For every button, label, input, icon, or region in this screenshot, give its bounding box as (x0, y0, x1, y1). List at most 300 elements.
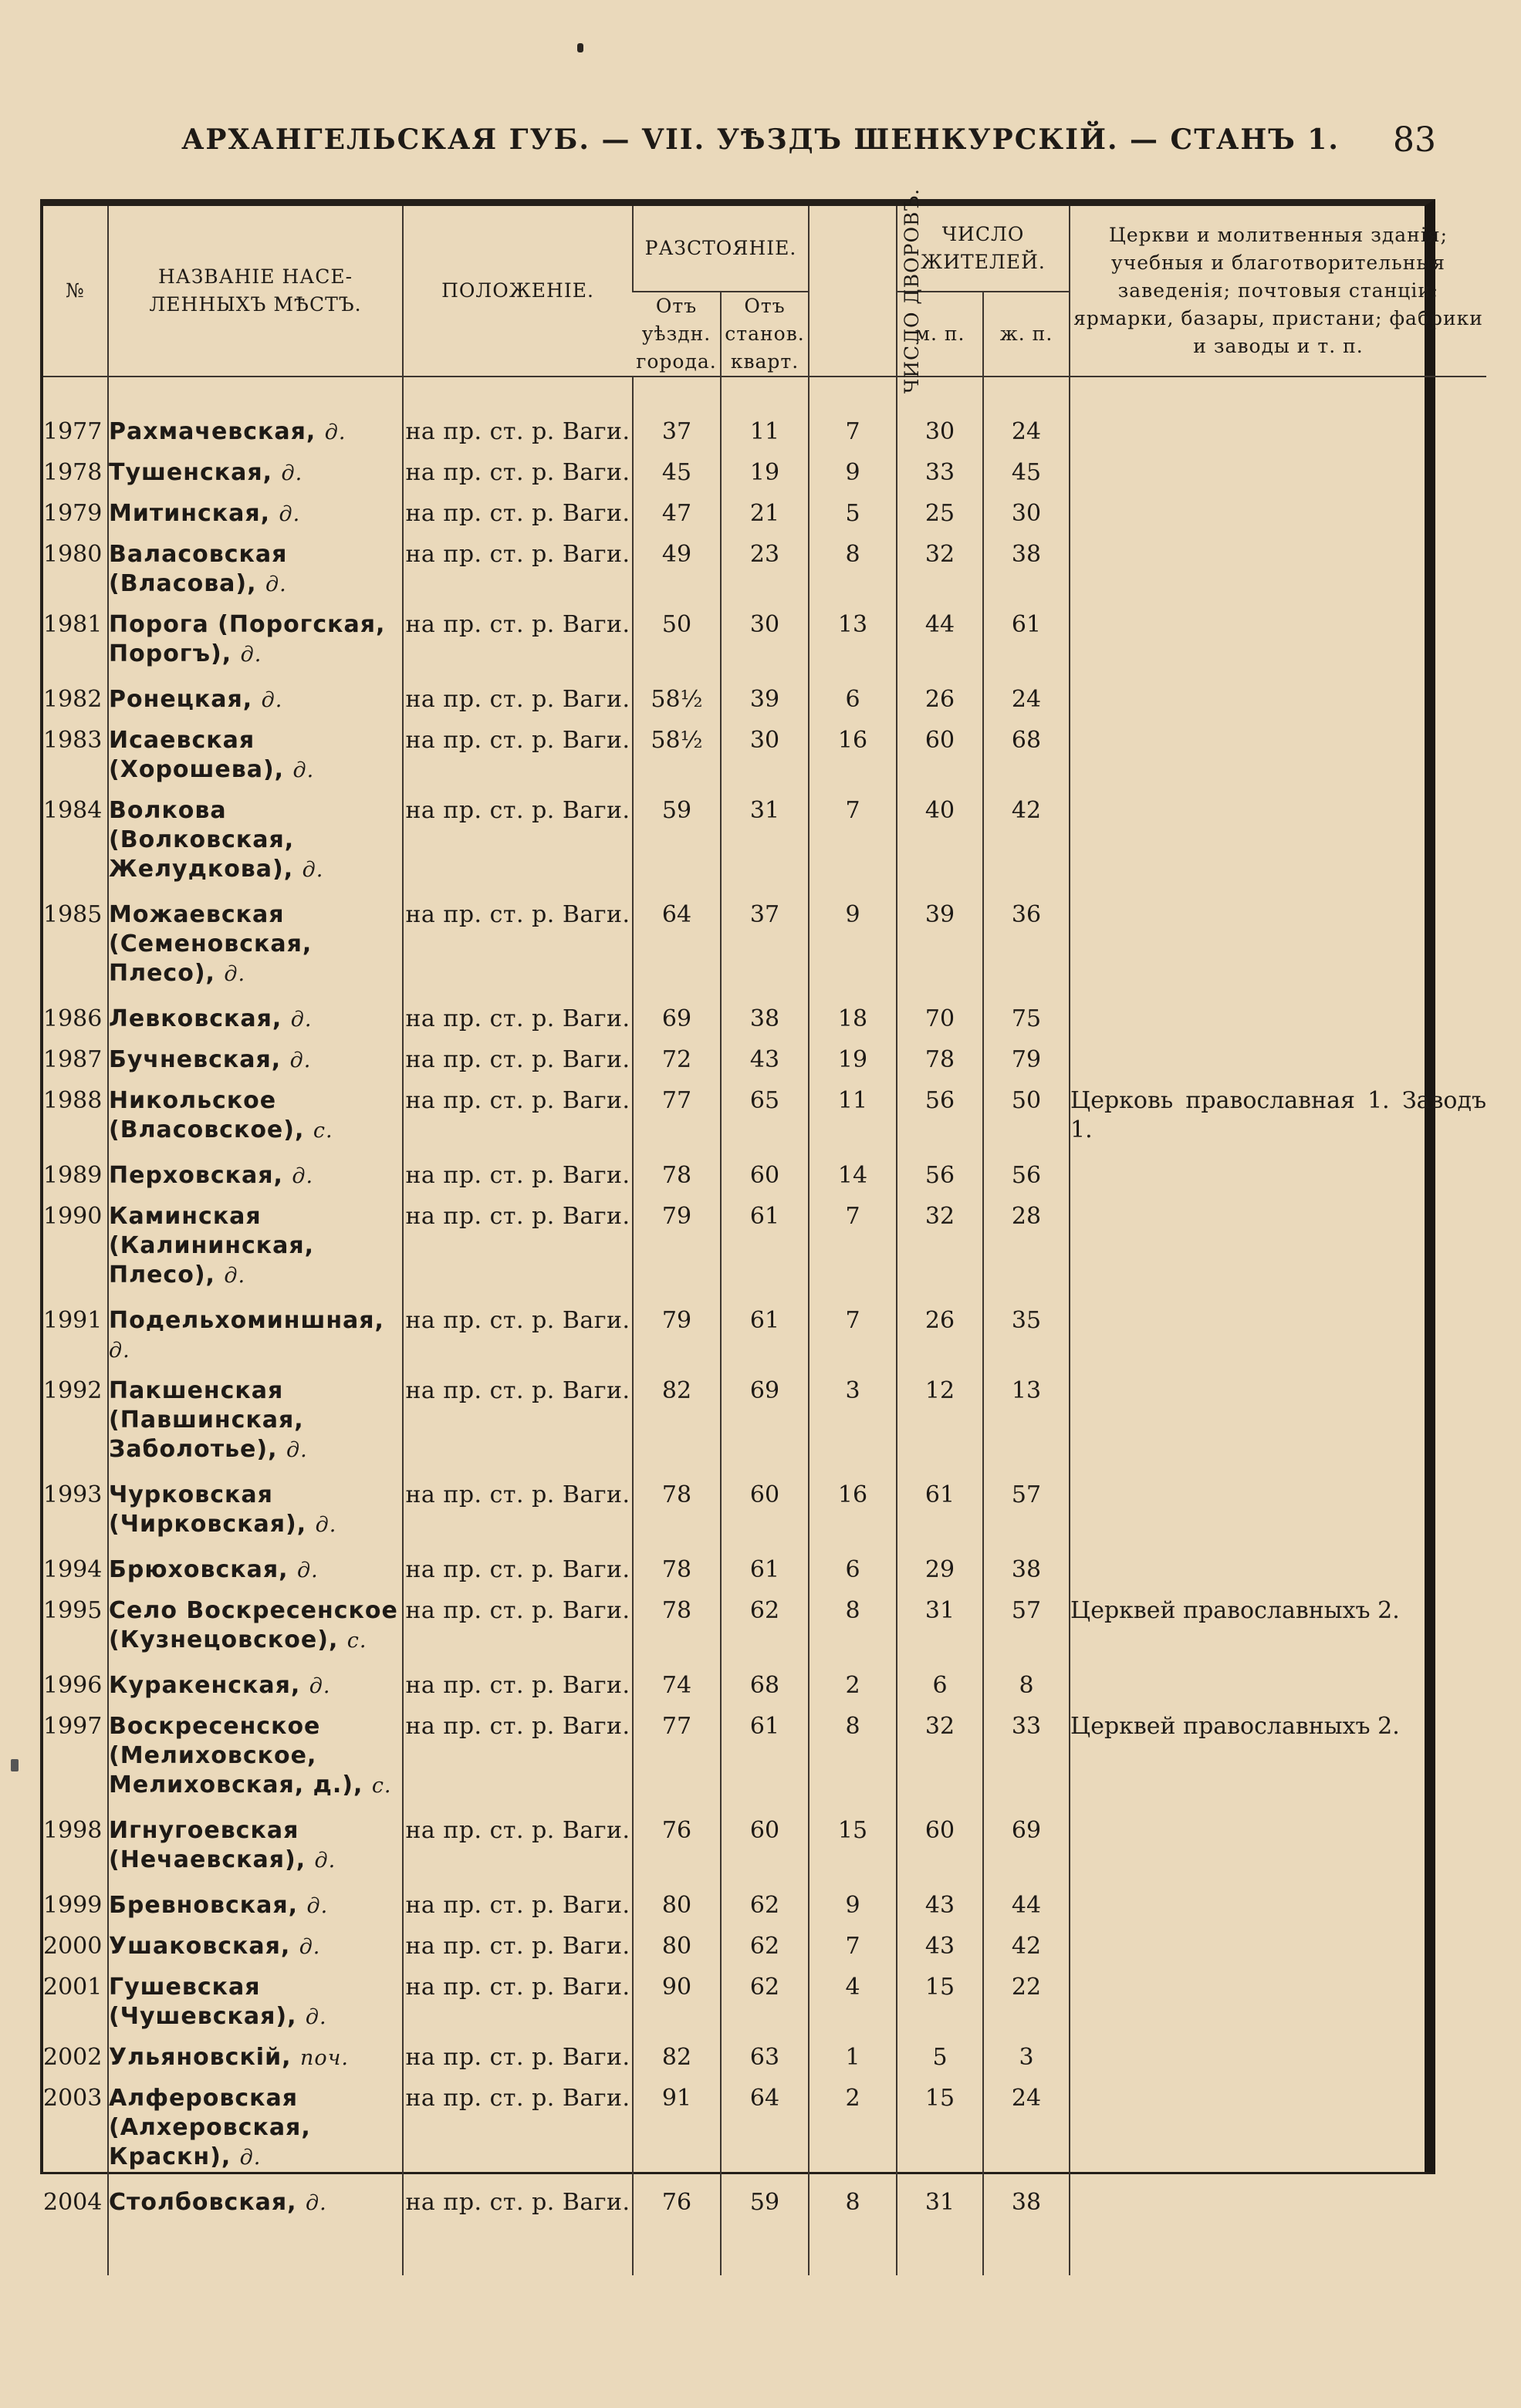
distance-from-station: 62 (721, 1891, 809, 1921)
female-count: 45 (983, 458, 1070, 488)
row-number: 1992 (43, 1377, 103, 1404)
settlement-name-text: Исаевская (Хорошева), (109, 727, 293, 783)
households-count: 8 (809, 1596, 897, 1656)
settlement-name (108, 499, 403, 529)
female-count: 68 (983, 726, 1070, 785)
male-count: 15 (897, 1973, 983, 2032)
distance-from-town: 58½ (633, 685, 721, 715)
table-row (43, 796, 1486, 885)
settlement-name (108, 1816, 403, 1876)
male-count: 78 (897, 1045, 983, 1076)
distance-from-town: 80 (633, 1932, 721, 1962)
settlement-name-text: Куракенская, (109, 1672, 309, 1699)
female-count: 3 (983, 2043, 1070, 2073)
table-row (43, 900, 1486, 989)
distance-from-town: 74 (633, 1671, 721, 1701)
settlement-name (108, 2188, 403, 2218)
female-count: 44 (983, 1891, 1070, 1921)
male-count: 26 (897, 685, 983, 715)
distance-from-station: 69 (721, 1376, 809, 1465)
table-row (43, 540, 1486, 599)
settlement-notes (1070, 2043, 1486, 2073)
settlement-name-text: Рахмачевская, (109, 418, 325, 445)
distance-from-town: 50 (633, 610, 721, 670)
page-header (0, 120, 1521, 170)
households-count: 7 (809, 1932, 897, 1962)
settlement-name (108, 540, 403, 599)
settlement-notes (1070, 900, 1486, 989)
settlement-kind: д. (224, 962, 246, 986)
settlement-kind: д. (224, 1264, 246, 1288)
settlement-name (108, 1712, 403, 1801)
table-row (43, 2084, 1486, 2173)
male-count: 32 (897, 1712, 983, 1801)
female-count: 75 (983, 1005, 1070, 1035)
households-count: 4 (809, 1973, 897, 2032)
settlement-kind: д. (306, 2191, 327, 2215)
table-row (43, 685, 1486, 715)
households-count: 9 (809, 900, 897, 989)
settlement-name-text: Тушенская, (109, 459, 282, 486)
settlement-name-text: Ушаковская, (109, 1933, 299, 1960)
settlement-name (108, 2043, 403, 2073)
col-from-town-header: Отъ уѣздн. города. (633, 292, 721, 377)
settlement-name (108, 685, 403, 715)
settlement-name (108, 1202, 403, 1291)
table-row (43, 1712, 1486, 1801)
female-count: 30 (983, 499, 1070, 529)
distance-from-town: 45 (633, 458, 721, 488)
settlement-position: на пр. ст. р. Ваги. (403, 1086, 633, 1146)
settlement-position: на пр. ст. р. Ваги. (403, 726, 633, 785)
settlement-name (108, 1596, 403, 1656)
male-count: 39 (897, 900, 983, 989)
settlement-notes (1070, 1816, 1486, 1876)
settlement-notes (1070, 1973, 1486, 2032)
settlement-notes (1070, 685, 1486, 715)
table-row (43, 1596, 1486, 1656)
col-notes-header: Церкви и молитвенныя зданія; учебныя и благотворительныя заведенія; почтовыя станціи; ярмарки, базары, пристани; фабрики и заводы и т. п. (1070, 206, 1486, 377)
settlement-name-text: Левковская, (109, 1005, 291, 1032)
female-count: 38 (983, 2188, 1070, 2218)
male-count: 12 (897, 1376, 983, 1465)
col-households-header: ЧИСЛО ДВОРОВЪ. (809, 206, 897, 377)
distance-from-town: 80 (633, 1891, 721, 1921)
female-count: 35 (983, 1306, 1070, 1366)
settlement-name-text: Волкова (Волковская, Желудкова), (109, 797, 303, 883)
female-count: 42 (983, 796, 1070, 885)
settlement-notes (1070, 2084, 1486, 2173)
distance-from-town: 76 (633, 1816, 721, 1876)
households-count: 8 (809, 2188, 897, 2218)
settlement-position: на пр. ст. р. Ваги. (403, 610, 633, 670)
settlement-notes (1070, 1161, 1486, 1191)
settlement-name-text: Перховская, (109, 1162, 292, 1189)
distance-from-town: 47 (633, 499, 721, 529)
settlement-name (108, 2084, 403, 2173)
households-count: 3 (809, 1376, 897, 1465)
settlement-name (108, 1306, 403, 1366)
settlement-name (108, 900, 403, 989)
row-number: 2004 (43, 2189, 103, 2216)
settlement-kind: д. (302, 858, 324, 882)
distance-from-town: 37 (633, 417, 721, 447)
settlement-name-text: Никольское (Власовское), (109, 1087, 313, 1143)
settlement-name-text: Гушевская (Чушевская), (109, 1974, 306, 2030)
settlement-kind: д. (289, 1049, 312, 1072)
settlement-name (108, 1161, 403, 1191)
settlement-name-text: Алферовская (Алхеровская, Краскн), (109, 2085, 311, 2170)
settlement-position: на пр. ст. р. Ваги. (403, 2084, 633, 2173)
male-count: 44 (897, 610, 983, 670)
female-count: 38 (983, 1555, 1070, 1586)
households-count: 18 (809, 1005, 897, 1035)
table-row (43, 1161, 1486, 1191)
male-count: 60 (897, 1816, 983, 1876)
settlement-name (108, 1555, 403, 1586)
settlement-name (108, 1481, 403, 1540)
female-count: 61 (983, 610, 1070, 670)
settlement-name (108, 417, 403, 447)
settlement-name-text: Порога (Порогская, Порогъ), (109, 611, 386, 667)
settlement-name (108, 610, 403, 670)
settlement-name (108, 1086, 403, 1146)
settlements-table (43, 187, 1487, 2275)
row-number: 1977 (43, 418, 103, 445)
settlement-position: на пр. ст. р. Ваги. (403, 499, 633, 529)
settlement-kind: д. (292, 1164, 314, 1188)
settlement-kind: д. (286, 1438, 308, 1462)
row-number: 1999 (43, 1892, 103, 1919)
table-row (43, 1555, 1486, 1586)
row-number: 1996 (43, 1672, 103, 1699)
settlement-name (108, 726, 403, 785)
distance-from-station: 37 (721, 900, 809, 989)
settlement-position: на пр. ст. р. Ваги. (403, 1973, 633, 2032)
distance-from-town: 77 (633, 1086, 721, 1146)
settlement-name (108, 1005, 403, 1035)
households-count: 2 (809, 2084, 897, 2173)
male-count: 6 (897, 1671, 983, 1701)
settlement-name-text: Чурковская (Чирковская), (109, 1481, 316, 1538)
row-number: 1986 (43, 1005, 103, 1032)
households-count: 5 (809, 499, 897, 529)
margin-ink-mark (11, 1759, 19, 1771)
settlement-kind: д. (281, 461, 303, 485)
table-row (43, 1202, 1486, 1291)
settlement-kind: с. (346, 1629, 367, 1653)
households-count: 6 (809, 1555, 897, 1586)
table-row (43, 1045, 1486, 1076)
households-count: 14 (809, 1161, 897, 1191)
settlement-position: на пр. ст. р. Ваги. (403, 1712, 633, 1801)
distance-from-town: 59 (633, 796, 721, 885)
settlement-kind: поч. (299, 2046, 349, 2070)
female-count: 36 (983, 900, 1070, 989)
settlement-position: на пр. ст. р. Ваги. (403, 1376, 633, 1465)
settlement-notes (1070, 1045, 1486, 1076)
female-count: 50 (983, 1086, 1070, 1146)
settlement-name (108, 1973, 403, 2032)
settlement-position: на пр. ст. р. Ваги. (403, 1202, 633, 1291)
female-count: 57 (983, 1596, 1070, 1656)
settlement-position: на пр. ст. р. Ваги. (403, 900, 633, 989)
female-count: 69 (983, 1816, 1070, 1876)
distance-from-station: 62 (721, 1596, 809, 1656)
row-number: 1985 (43, 901, 103, 928)
row-number: 1979 (43, 500, 103, 527)
settlement-position: на пр. ст. р. Ваги. (403, 1306, 633, 1366)
distance-from-station: 61 (721, 1712, 809, 1801)
households-count: 1 (809, 2043, 897, 2073)
distance-from-station: 23 (721, 540, 809, 599)
households-count: 13 (809, 610, 897, 670)
table-row (43, 2043, 1486, 2073)
settlement-kind: д. (314, 1849, 336, 1873)
distance-from-town: 58½ (633, 726, 721, 785)
households-count: 7 (809, 1202, 897, 1291)
settlement-notes: Церковь православная 1. Заводъ 1. (1070, 1086, 1486, 1146)
row-number: 1997 (43, 1713, 103, 1740)
settlement-position: на пр. ст. р. Ваги. (403, 796, 633, 885)
settlement-position: на пр. ст. р. Ваги. (403, 685, 633, 715)
settlement-name-text: Воскресенское (Мелиховское, Мелиховская, д.), (109, 1713, 372, 1798)
settlement-position: на пр. ст. р. Ваги. (403, 1481, 633, 1540)
settlement-notes: Церквей православныхъ 2. (1070, 1712, 1486, 1801)
settlement-kind: д. (261, 688, 283, 712)
row-number: 1994 (43, 1556, 103, 1583)
row-number: 2002 (43, 2044, 103, 2071)
settlement-name-text: Можаевская (Семеновская, Плесо), (109, 901, 313, 987)
distance-from-station: 65 (721, 1086, 809, 1146)
row-number: 1978 (43, 459, 103, 486)
male-count: 30 (897, 417, 983, 447)
settlement-position: на пр. ст. р. Ваги. (403, 1161, 633, 1191)
distance-from-town: 49 (633, 540, 721, 599)
settlement-name-text: Пакшенская (Павшинская, Заболотье), (109, 1377, 304, 1463)
male-count: 32 (897, 540, 983, 599)
row-number: 2000 (43, 1933, 103, 1960)
settlement-position: на пр. ст. р. Ваги. (403, 1932, 633, 1962)
distance-from-town: 78 (633, 1161, 721, 1191)
settlement-notes (1070, 1481, 1486, 1540)
female-count: 24 (983, 417, 1070, 447)
settlement-kind: д. (306, 1894, 329, 1918)
distance-from-station: 59 (721, 2188, 809, 2218)
table-row (43, 417, 1486, 447)
distance-from-town: 78 (633, 1481, 721, 1540)
distance-from-station: 61 (721, 1555, 809, 1586)
male-count: 26 (897, 1306, 983, 1366)
settlement-notes (1070, 2188, 1486, 2218)
households-count: 8 (809, 1712, 897, 1801)
col-position-header: ПОЛОЖЕНІЕ. (403, 206, 633, 377)
households-count: 6 (809, 685, 897, 715)
settlement-kind: с. (313, 1119, 333, 1143)
col-number-header: № (43, 206, 108, 377)
table-row (43, 1481, 1486, 1540)
distance-from-station: 60 (721, 1816, 809, 1876)
female-count: 13 (983, 1376, 1070, 1465)
settlement-name (108, 1932, 403, 1962)
households-count: 16 (809, 726, 897, 785)
distance-from-town: 78 (633, 1596, 721, 1656)
distance-from-station: 19 (721, 458, 809, 488)
settlement-kind: д. (265, 572, 287, 596)
households-count: 19 (809, 1045, 897, 1076)
male-count: 43 (897, 1891, 983, 1921)
settlement-position: на пр. ст. р. Ваги. (403, 2043, 633, 2073)
distance-from-station: 60 (721, 1161, 809, 1191)
settlement-kind: с. (371, 1774, 392, 1798)
households-count: 8 (809, 540, 897, 599)
row-number: 1987 (43, 1046, 103, 1073)
table-row (43, 1306, 1486, 1366)
settlement-position: на пр. ст. р. Ваги. (403, 540, 633, 599)
female-count: 22 (983, 1973, 1070, 2032)
distance-from-station: 64 (721, 2084, 809, 2173)
settlement-name (108, 1045, 403, 1076)
settlement-position: на пр. ст. р. Ваги. (403, 1816, 633, 1876)
col-from-station-header: Отъ станов. кварт. (721, 292, 809, 377)
settlement-kind: д. (299, 1935, 321, 1959)
settlement-notes (1070, 1005, 1486, 1035)
settlement-name-text: Валасовская (Власова), (109, 541, 288, 597)
table-row (43, 1005, 1486, 1035)
settlement-notes (1070, 1555, 1486, 1586)
households-count: 16 (809, 1481, 897, 1540)
households-count: 9 (809, 458, 897, 488)
settlement-kind: д. (315, 1513, 337, 1537)
table-row (43, 1973, 1486, 2032)
distance-from-station: 62 (721, 1932, 809, 1962)
row-number: 2003 (43, 2085, 103, 2112)
distance-from-station: 63 (721, 2043, 809, 2073)
distance-from-town: 64 (633, 900, 721, 989)
row-number: 1989 (43, 1162, 103, 1189)
row-number: 1995 (43, 1597, 103, 1624)
settlement-notes (1070, 1202, 1486, 1291)
distance-from-town: 79 (633, 1202, 721, 1291)
male-count: 40 (897, 796, 983, 885)
settlement-name-text: Брюховская, (109, 1556, 297, 1583)
row-number: 1988 (43, 1087, 103, 1114)
table-row (43, 1376, 1486, 1465)
settlement-name-text: Игнугоевская (Нечаевская), (109, 1817, 315, 1873)
row-number: 1990 (43, 1203, 103, 1230)
distance-from-station: 31 (721, 796, 809, 885)
col-male-header: м. п. (897, 292, 983, 377)
settlement-notes (1070, 1306, 1486, 1366)
distance-from-town: 91 (633, 2084, 721, 2173)
male-count: 33 (897, 458, 983, 488)
distance-from-town: 69 (633, 1005, 721, 1035)
distance-from-station: 43 (721, 1045, 809, 1076)
distance-from-town: 82 (633, 1376, 721, 1465)
table-row (43, 1816, 1486, 1876)
settlement-position: на пр. ст. р. Ваги. (403, 1596, 633, 1656)
male-count: 29 (897, 1555, 983, 1586)
female-count: 33 (983, 1712, 1070, 1801)
settlement-kind: д. (279, 502, 301, 526)
col-female-header: ж. п. (983, 292, 1070, 377)
distance-from-station: 39 (721, 685, 809, 715)
female-count: 38 (983, 540, 1070, 599)
distance-from-station: 11 (721, 417, 809, 447)
settlement-notes (1070, 1932, 1486, 1962)
male-count: 61 (897, 1481, 983, 1540)
distance-from-station: 68 (721, 1671, 809, 1701)
settlement-kind: д. (324, 420, 346, 444)
households-count: 7 (809, 796, 897, 885)
settlement-name-text: Село Воскресенское (Кузнецовское), (109, 1597, 398, 1653)
settlement-name (108, 1671, 403, 1701)
settlement-notes (1070, 540, 1486, 599)
distance-from-town: 72 (633, 1045, 721, 1076)
settlement-kind: д. (240, 643, 262, 667)
page-number: 83 (1393, 120, 1436, 160)
distance-from-town: 82 (633, 2043, 721, 2073)
distance-from-station: 62 (721, 1973, 809, 2032)
col-distance-header: РАЗСТОЯНІЕ. (633, 206, 809, 292)
settlement-position: на пр. ст. р. Ваги. (403, 1005, 633, 1035)
settlement-kind: д. (305, 2005, 327, 2029)
male-count: 43 (897, 1932, 983, 1962)
settlement-notes (1070, 610, 1486, 670)
households-count: 2 (809, 1671, 897, 1701)
row-number: 1981 (43, 611, 103, 638)
settlement-position: на пр. ст. р. Ваги. (403, 417, 633, 447)
distance-from-station: 61 (721, 1306, 809, 1366)
households-count: 15 (809, 1816, 897, 1876)
settlement-name-text: Каминская (Калининская, Плесо), (109, 1203, 314, 1288)
settlement-notes (1070, 726, 1486, 785)
running-title: АРХАНГЕЛЬСКАЯ ГУБ. — VII. УѢЗДЪ ШЕНКУРСКІЙ. — СТАНЪ 1. (181, 123, 1340, 156)
distance-from-town: 78 (633, 1555, 721, 1586)
row-number: 1984 (43, 797, 103, 824)
row-number: 1998 (43, 1817, 103, 1844)
male-count: 31 (897, 1596, 983, 1656)
table-row (43, 1891, 1486, 1921)
row-number: 1980 (43, 541, 103, 568)
settlement-name-text: Подельхоминшная, (109, 1307, 384, 1334)
households-count: 7 (809, 1306, 897, 1366)
ink-dot (577, 43, 583, 52)
row-number: 2001 (43, 1974, 103, 2001)
settlement-kind: д. (309, 1674, 331, 1698)
distance-from-town: 76 (633, 2188, 721, 2218)
female-count: 42 (983, 1932, 1070, 1962)
row-number: 1993 (43, 1481, 103, 1508)
table-row (43, 1086, 1486, 1146)
male-count: 15 (897, 2084, 983, 2173)
settlement-kind: д. (292, 758, 315, 782)
settlement-position: на пр. ст. р. Ваги. (403, 2188, 633, 2218)
settlement-notes (1070, 499, 1486, 529)
row-number: 1991 (43, 1307, 103, 1334)
settlement-notes: Церквей православныхъ 2. (1070, 1596, 1486, 1656)
table-row (43, 2188, 1486, 2218)
settlement-kind: д. (290, 1008, 313, 1032)
settlement-kind: д. (296, 1559, 319, 1582)
male-count: 60 (897, 726, 983, 785)
distance-from-station: 38 (721, 1005, 809, 1035)
table-row (43, 610, 1486, 670)
male-count: 25 (897, 499, 983, 529)
table-row (43, 458, 1486, 488)
row-number: 1983 (43, 727, 103, 754)
distance-from-town: 79 (633, 1306, 721, 1366)
